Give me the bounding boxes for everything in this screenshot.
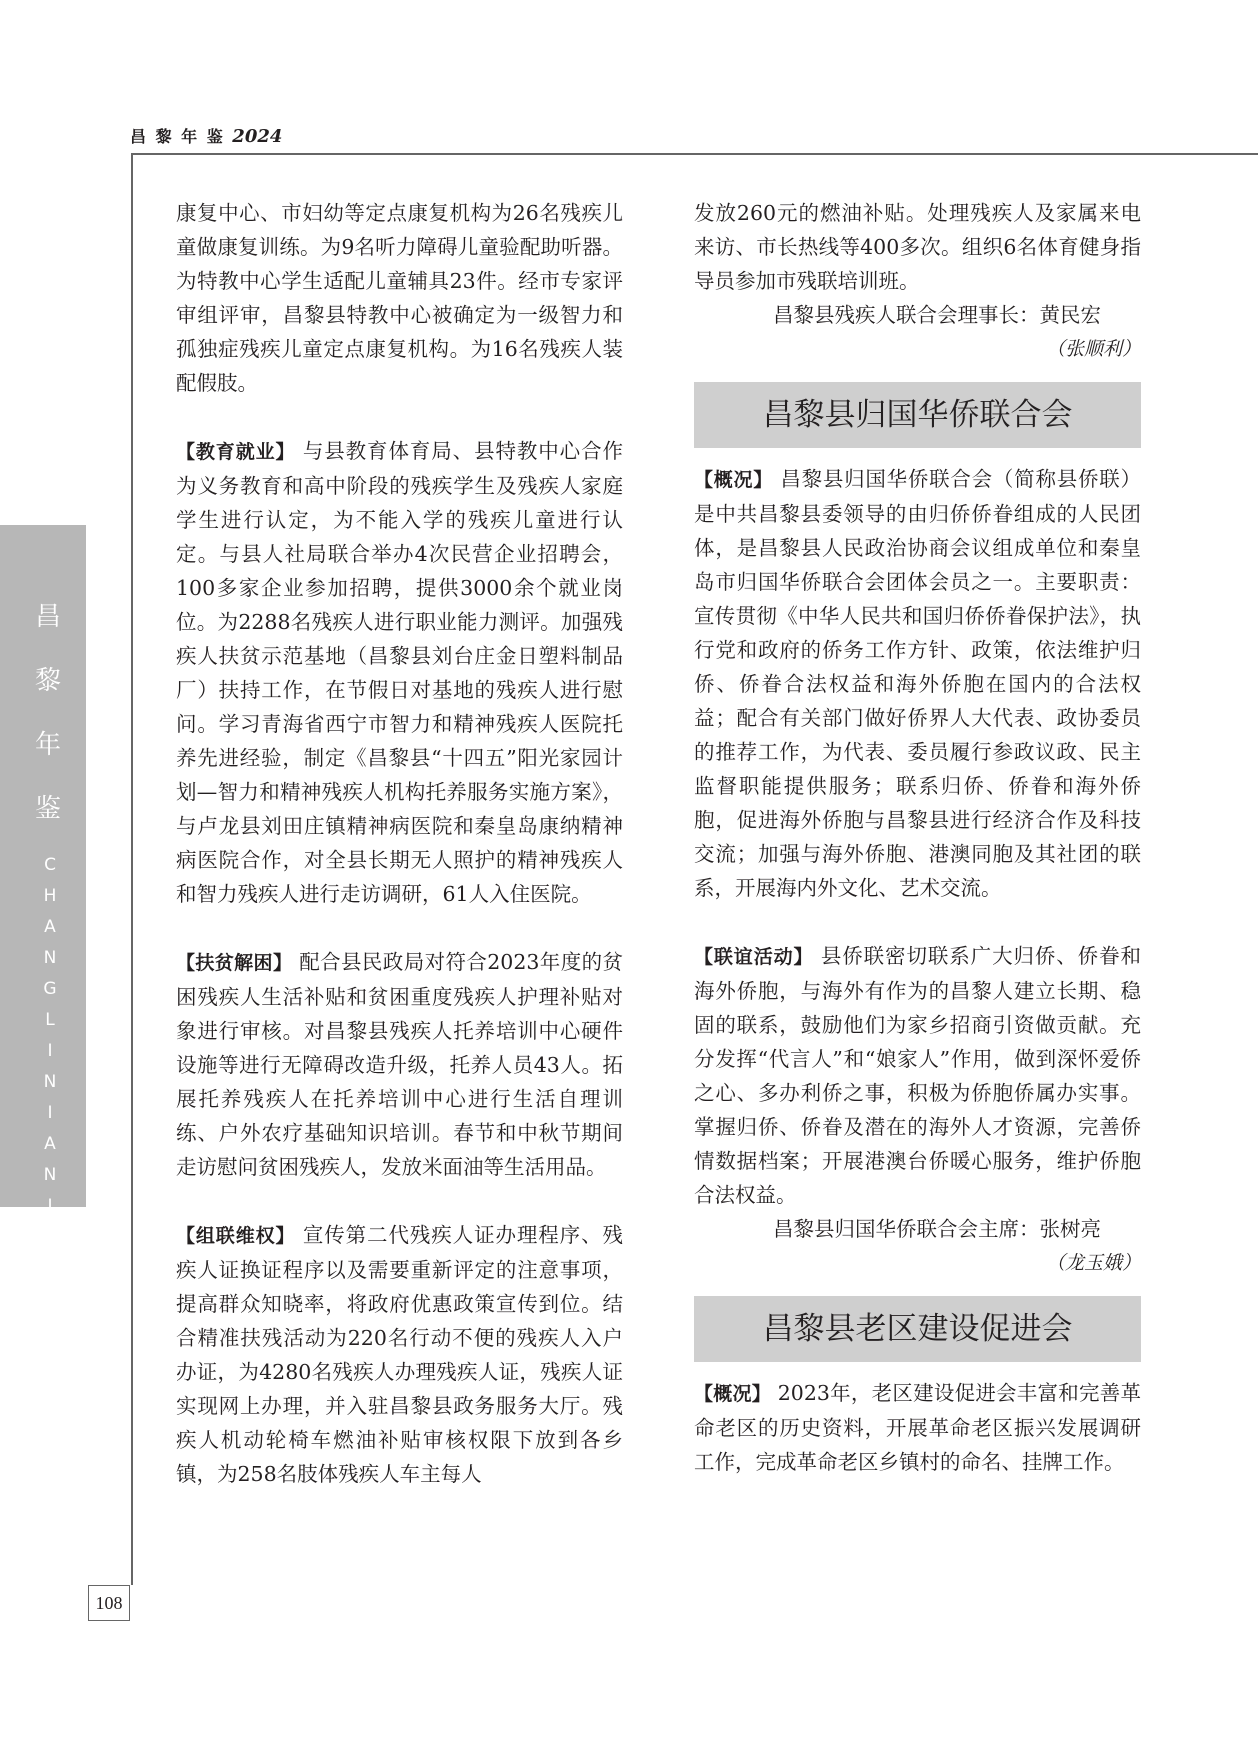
paragraph-rights [176,1218,623,1491]
overseas-liaison-text: 县侨联密切联系广大归侨、侨眷和海外侨胞，与海外有作为的昌黎人建立长期、稳固的联系，鼓励他们为家乡招商引资做贡献。充分发挥“代言人”和“娘家人”作用，做到深怀爱侨之心、多办利侨之事，积极为侨胞侨属办实事。掌握归侨、侨眷及潜在的海外人才资源，完善侨情数据档案；开展港澳台侨暖心服务，维护侨胞合法权益。 [694,944,1141,1207]
page-number: 108 [88,1585,130,1621]
book-year: 2024 [232,126,283,147]
pinyin-letter: N [43,1165,57,1185]
side-tab-char: 昌 [34,602,61,632]
credit-disabled-federation: （张顺利） [1045,338,1141,360]
frame-left-rule [131,153,133,1585]
paragraph-old-area-overview [694,1376,1141,1479]
left-column [176,196,623,1491]
pinyin-letter: A [44,1258,56,1278]
old-area-overview-text: 2023年，老区建设促进会丰富和完善革命老区的历史资料，开展革命老区振兴发展调研工作，完成革命老区乡镇村的命名、挂牌工作。 [694,1381,1141,1474]
signature-disabled-federation: 昌黎县残疾人联合会理事长：黄民宏 [773,303,1101,327]
pinyin-letter: A [44,917,56,937]
side-tab-char: 鉴 [34,794,61,824]
running-head [130,124,282,147]
pinyin-letter: N [43,948,57,968]
right-column [694,196,1141,1479]
pinyin-letter: C [44,855,56,875]
section-label-old-area-overview: 【概况】 [694,1383,771,1405]
section-label-poverty: 【扶贫解困】 [176,952,293,974]
pinyin-letter: N [43,1072,57,1092]
pinyin-letter: N [43,1289,57,1309]
paragraph-overseas-liaison [694,939,1141,1212]
pinyin-letter: H [43,886,57,906]
pinyin-letter: J [47,1196,53,1216]
overseas-overview-text: 昌黎县归国华侨联合会（简称县侨联）是中共昌黎县委领导的由归侨侨眷组成的人民团体，是昌黎县人民政治协商会议组成单位和秦皇岛市归国华侨联合会团体会员之一。主要职责：宣传贯彻《中华人民共和国归侨侨眷保护法》，执行党和政府的侨务工作方针、政策，依法维护归侨、侨眷合法权益和海外侨胞在国内的合法权益；配合有关部门做好侨界人大代表、政协委员的推荐工作，为代表、委员履行参政议政、民主监督职能提供服务；联系归侨、侨眷和海外侨胞，促进海外侨胞与昌黎县进行经济合作及科技交流；加强与海外侨胞、港澳同胞及其社团的联系，开展海内外文化、艺术交流。 [694,467,1141,900]
pinyin-letter: L [45,1010,55,1030]
education-text: 与县教育体育局、县特教中心合作为义务教育和高中阶段的残疾学生及残疾人家庭学生进行认定，为不能入学的残疾儿童进行认定。与县人社局联合举办4次民营企业招聘会，100多家企业参加招聘，提供3000余个就业岗位。为2288名残疾人进行职业能力测评。加强残疾人扶贫示范基地（昌黎县刘台庄金日塑料制品厂）扶持工作，在节假日对基地的残疾人进行慰问。学习青海省西宁市智力和精神残疾人医院托养先进经验，制定《昌黎县“十四五”阳光家园计划—智力和精神残疾人机构托养服务实施方案》，与卢龙县刘田庄镇精神病医院和秦皇岛康纳精神病医院合作，对全县长期无人照护的精神残疾人和智力残疾人进行走访调研，61人入住医院。 [176,439,623,906]
side-tab-title [33,585,63,841]
paragraph-rehab-continued: 康复中心、市妇幼等定点康复机构为26名残疾儿童做康复训练。为9名听力障碍儿童验配助听器。为特教中心学生适配儿童辅具23件。经市专家评审组评审，昌黎县特教中心被确定为一级智力和孤独症残疾儿童定点康复机构。为16名残疾人装配假肢。 [176,201,623,395]
paragraph-poverty-relief [176,945,623,1184]
pinyin-letter: I [47,1227,53,1247]
paragraph-overseas-overview [694,462,1141,905]
side-tab-char: 年 [34,730,61,760]
paragraph-education-employment [176,434,623,911]
side-tab [0,525,86,1309]
section-label-rights: 【组联维权】 [176,1225,296,1247]
section-label-overview: 【概况】 [694,469,774,491]
signature-overseas-federation: 昌黎县归国华侨联合会主席：张树亮 [773,1217,1101,1241]
section-heading-overseas-chinese: 昌黎县归国华侨联合会 [694,382,1141,448]
rights-text: 宣传第二代残疾人证办理程序、残疾人证换证程序以及需要重新评定的注意事项，提高群众知晓率，将政府优惠政策宣传到位。结合精准扶残活动为220名行动不便的残疾人入户办证，为4280名残疾人办理残疾人证，残疾人证实现网上办理，并入驻昌黎县政务服务大厅。残疾人机动轮椅车燃油补贴审核权限下放到各乡镇，为258名肢体残疾人车主每人 [176,1223,623,1486]
section-label-liaison: 【联谊活动】 [694,946,814,968]
pinyin-letter: G [43,979,57,999]
pinyin-letter: I [47,1041,53,1061]
section-label-education: 【教育就业】 [176,441,296,463]
book-title: 昌 黎 年 鉴 [130,127,225,146]
poverty-text: 配合县民政局对符合2023年度的贫困残疾人生活补贴和贫困重度残疾人护理补贴对象进行审核。对昌黎县残疾人托养培训中心硬件设施等进行无障碍改造升级，托养人员43人。拓展托养残疾人在托养培训中心进行生活自理训练、户外农疗基础知识培训。春节和中秋节期间走访慰问贫困残疾人，发放米面油等生活用品。 [176,950,623,1179]
paragraph-subsidy-continued: 发放260元的燃油补贴。处理残疾人及家属来电来访、市长热线等400多次。组织6名体育健身指导员参加市残联培训班。 [694,201,1141,293]
credit-overseas-federation: （龙玉娥） [1045,1252,1141,1274]
side-tab-pinyin [40,850,60,1315]
pinyin-letter: A [44,1134,56,1154]
section-heading-old-area: 昌黎县老区建设促进会 [694,1296,1141,1362]
frame-top-rule [131,153,1258,155]
pinyin-letter: I [47,1103,53,1123]
side-tab-char: 黎 [34,666,61,696]
